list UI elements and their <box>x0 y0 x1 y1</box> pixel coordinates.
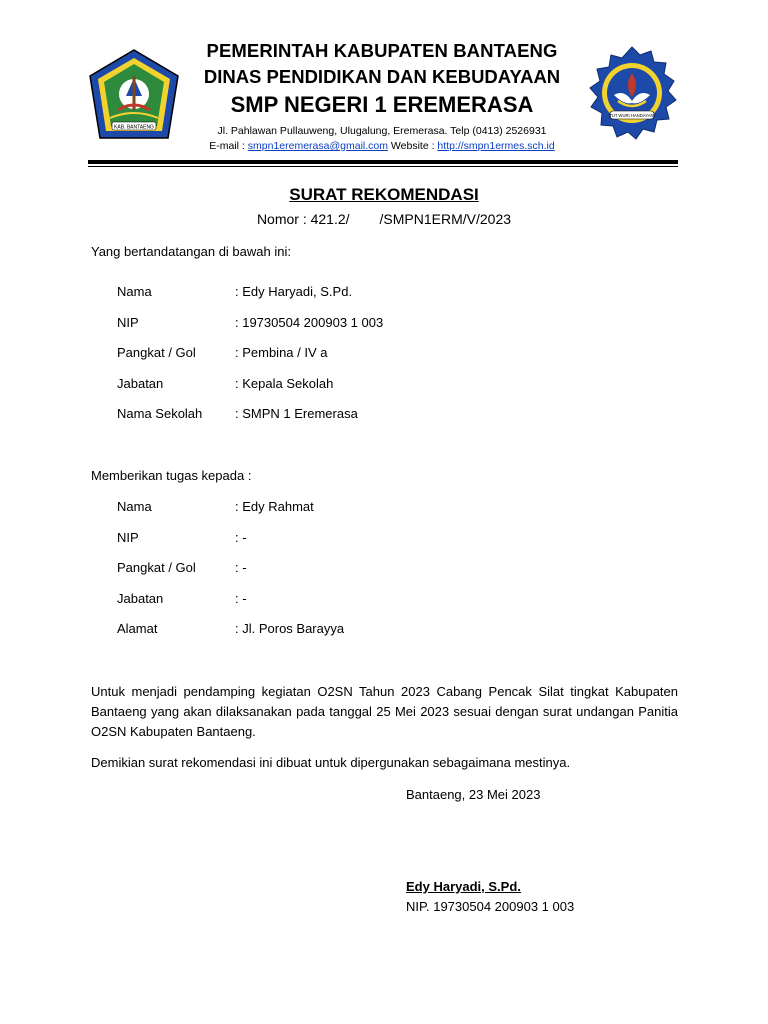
assignee-label: Jabatan <box>117 591 164 606</box>
signer-value: : 19730504 200903 1 003 <box>235 315 384 330</box>
signer-label: Pangkat / Gol <box>117 345 196 360</box>
signer-label: NIP <box>117 315 139 330</box>
signer-label: Nama <box>117 284 152 299</box>
letter-number <box>0 211 768 227</box>
signer-value: : Edy Haryadi, S.Pd. <box>235 284 353 299</box>
purpose-paragraph: Untuk menjadi pendamping kegiatan O2SN Tahun 2023 Cabang Pencak Silat tingkat Kabupaten Bantaeng yang akan dilaksanakan pada tanggal 25 Mei 2023 sesuai dengan surat undangan Panitia O2SN Kabupaten Bantaeng. <box>91 684 678 739</box>
government-line: PEMERINTAH KABUPATEN BANTAENG <box>206 40 558 61</box>
contact-line <box>180 139 584 153</box>
letter-number-prefix: Nomor : 421.2/ <box>256 211 350 227</box>
letter-title: SURAT REKOMENDASI <box>289 185 479 204</box>
letterhead <box>180 40 584 153</box>
website-link[interactable]: http://smpn1ermes.sch.id <box>437 140 555 152</box>
closing-paragraph: Demikian surat rekomendasi ini dibuat untuk dipergunakan sebagaimana mestinya. <box>91 755 571 770</box>
assignee-label: NIP <box>117 530 139 545</box>
letterhead-rule-thin <box>88 166 678 167</box>
assignee-value: : - <box>235 530 247 545</box>
intro-text: Yang bertandatangan di bawah ini: <box>91 244 291 259</box>
signature-place-date: Bantaeng, 23 Mei 2023 <box>406 787 541 802</box>
assignee-label: Alamat <box>117 621 158 636</box>
assign-intro-text: Memberikan tugas kepada : <box>91 468 252 483</box>
assignee-label: Pangkat / Gol <box>117 560 196 575</box>
school-name: SMP NEGERI 1 EREMERASA <box>230 92 534 117</box>
signature-nip: NIP. 19730504 200903 1 003 <box>406 899 575 914</box>
bantaeng-regency-logo-icon <box>88 48 180 144</box>
email-label: E-mail : <box>209 140 248 152</box>
letter-number-suffix: /SMPN1ERM/V/2023 <box>379 211 512 227</box>
email-link[interactable]: smpn1eremerasa@gmail.com <box>247 140 388 152</box>
signer-label: Nama Sekolah <box>117 406 203 421</box>
tut-wuri-handayani-logo-icon <box>584 45 680 141</box>
signature-name: Edy Haryadi, S.Pd. <box>406 879 521 894</box>
logo-left-text: KAB. BANTAENG <box>114 124 154 131</box>
assignee-value: : - <box>235 560 247 575</box>
signer-value: : Kepala Sekolah <box>235 376 334 391</box>
signer-value: : Pembina / IV a <box>235 345 328 360</box>
assignee-value: : Edy Rahmat <box>235 499 314 514</box>
signer-label: Jabatan <box>117 376 164 391</box>
school-address: Jl. Pahlawan Pullauweng, Ulugalung, Eremerasa. Telp (0413) 2526931 <box>217 125 547 137</box>
website-label: Website : <box>388 140 438 152</box>
signer-value: : SMPN 1 Eremerasa <box>235 406 358 421</box>
assignee-label: Nama <box>117 499 152 514</box>
letterhead-rule-thick <box>88 160 678 164</box>
assignee-value: : - <box>235 591 247 606</box>
logo-right-text: TUT WURI HANDAYANI <box>609 113 655 118</box>
department-line: DINAS PENDIDIKAN DAN KEBUDAYAAN <box>203 66 561 87</box>
assignee-value: : Jl. Poros Barayya <box>235 621 345 636</box>
